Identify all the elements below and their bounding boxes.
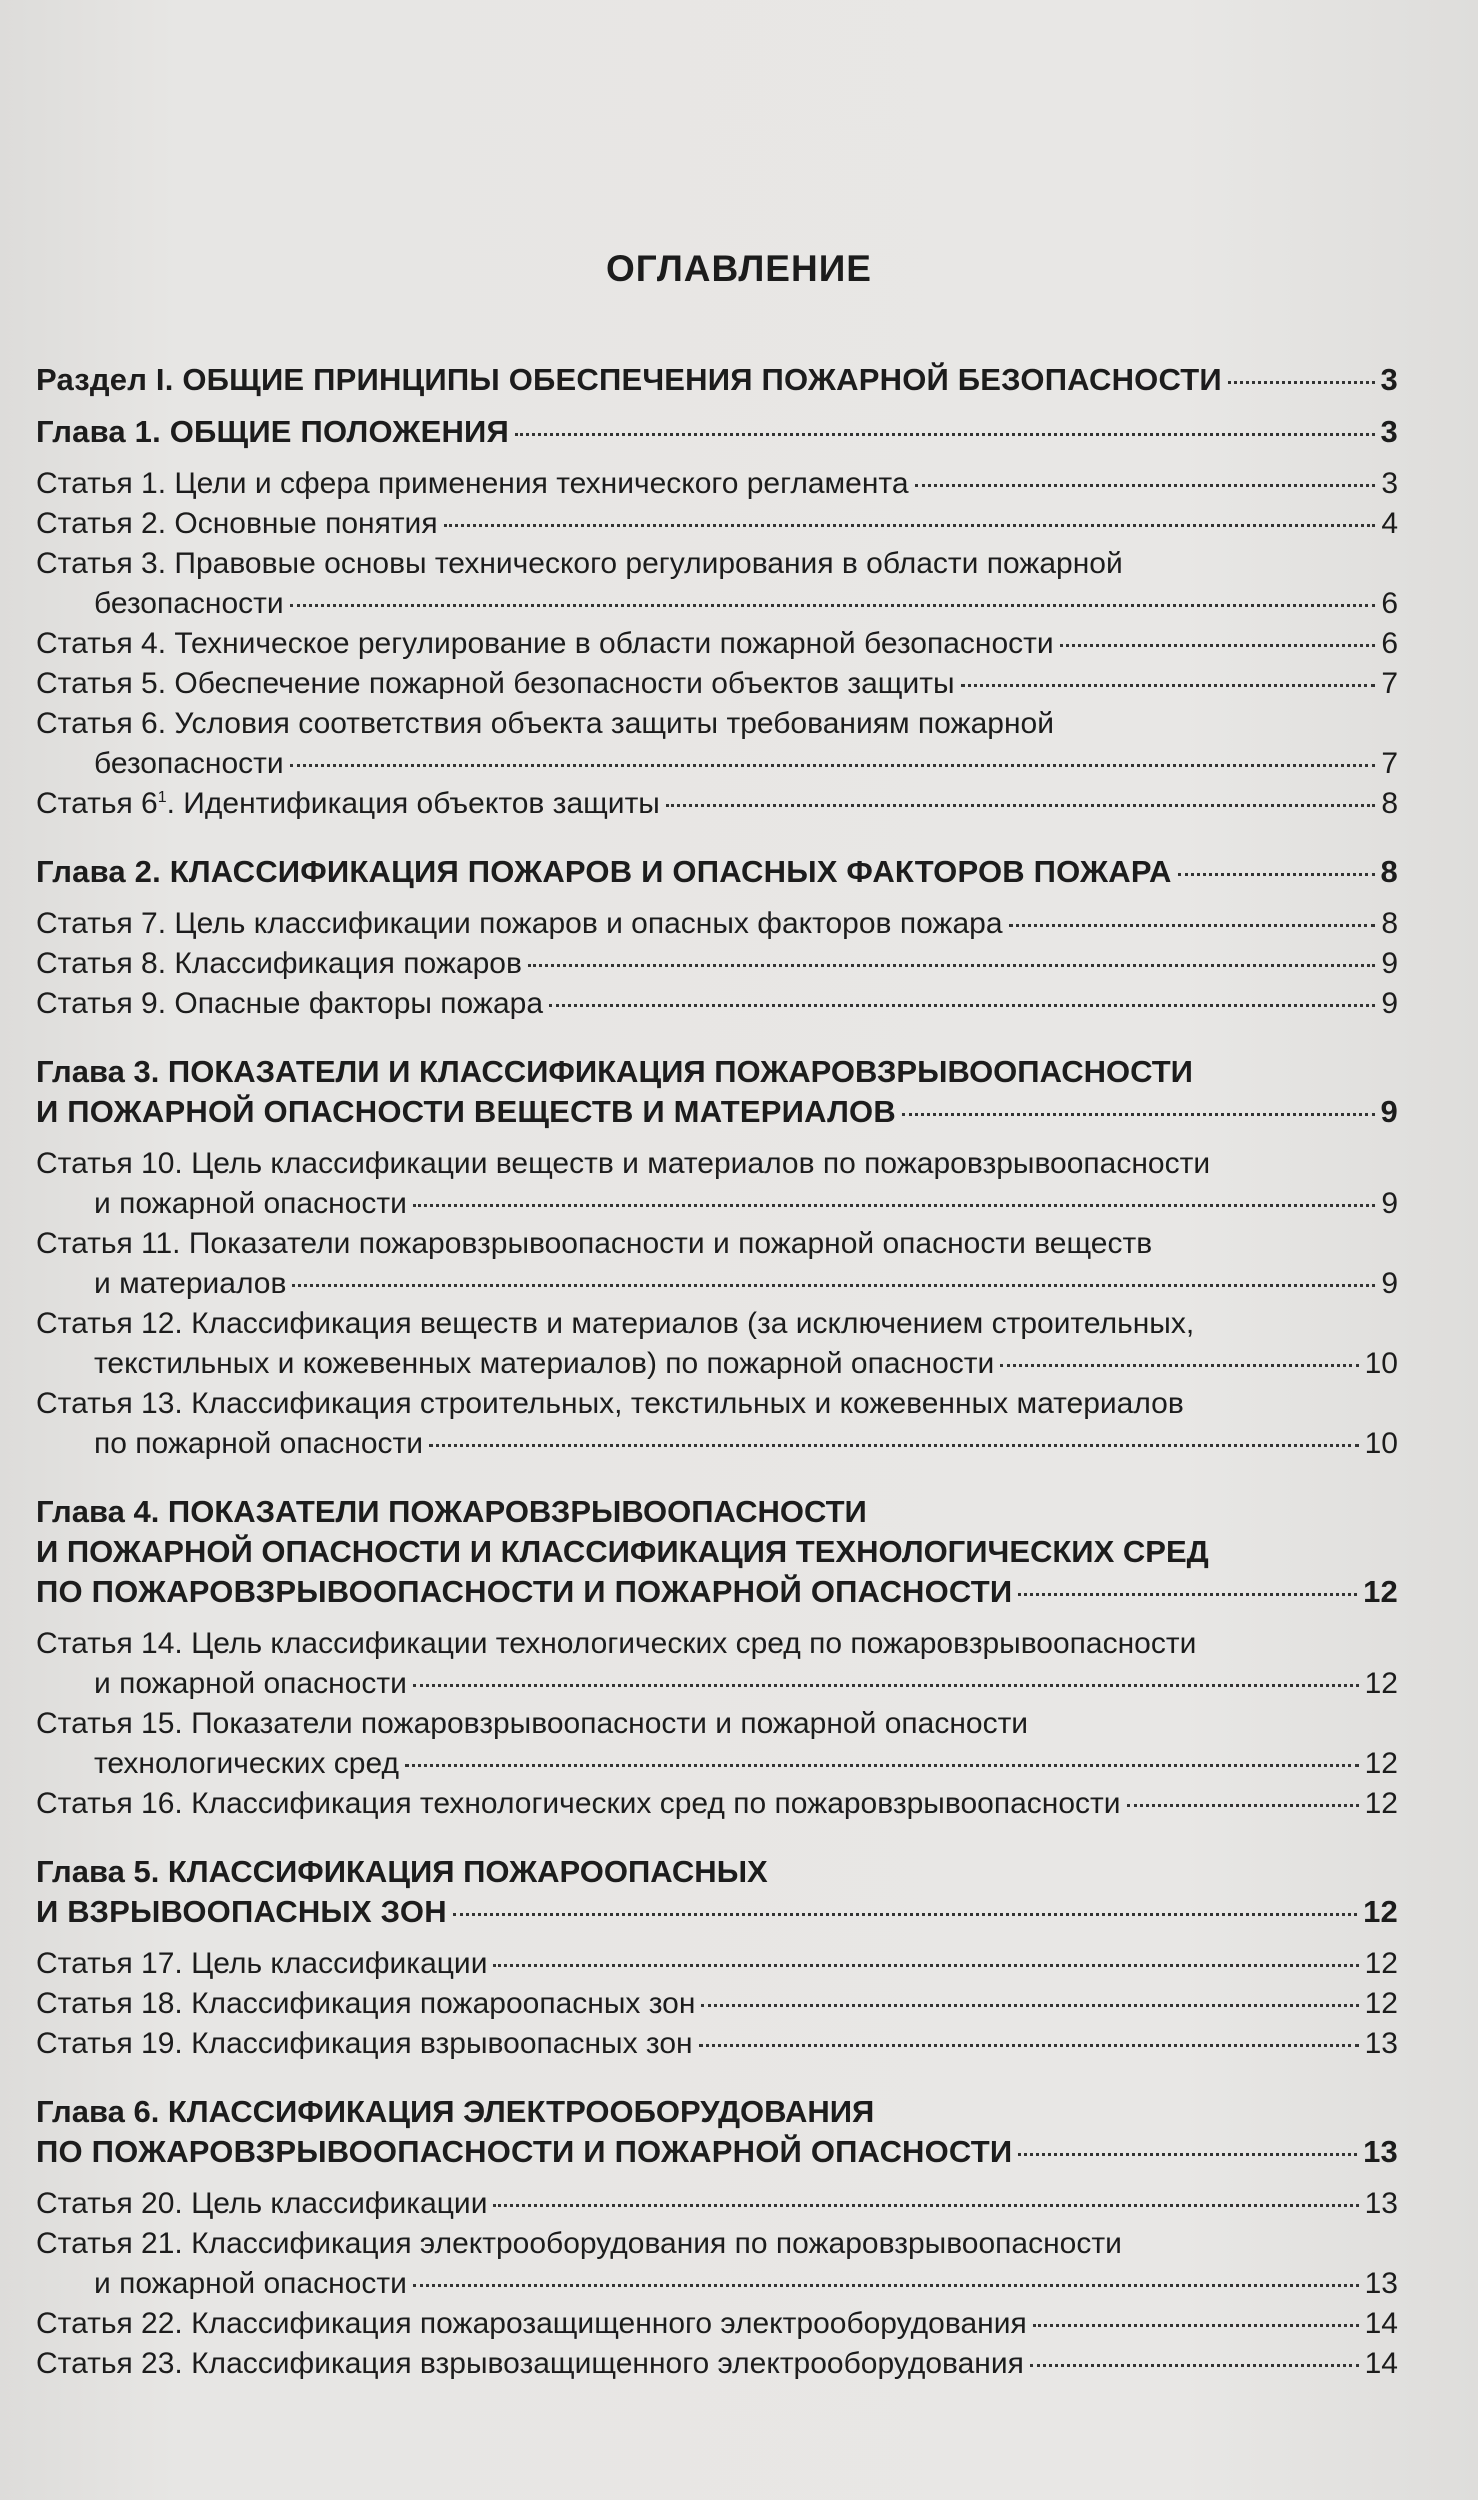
toc-article-entry	[36, 1784, 1398, 1824]
dot-leader	[444, 524, 1376, 527]
toc-page-number: 7	[1381, 667, 1398, 700]
toc-entry-line: Статья 11. Показатели пожаровзрывоопасности и пожарной опасности веществ	[36, 1227, 1153, 1260]
toc-chapter-entry	[36, 1092, 1398, 1132]
toc-page-number: 12	[1364, 1667, 1398, 1700]
toc-page-number: 12	[1363, 1574, 1398, 1609]
toc-article-entry	[36, 904, 1398, 944]
dot-leader	[1000, 1364, 1358, 1367]
dot-leader	[292, 1284, 1375, 1287]
dot-leader	[1060, 644, 1376, 647]
toc-article-entry	[36, 664, 1398, 704]
toc-entry-text: Статья 8. Классификация пожаров	[36, 947, 522, 980]
dot-leader	[549, 1004, 1375, 1007]
toc-entry-line: Статья 3. Правовые основы технического регулирования в области пожарной	[36, 547, 1123, 580]
dot-leader	[1228, 381, 1375, 384]
toc-entry-text: Статья 4. Техническое регулирование в области пожарной безопасности	[36, 627, 1054, 660]
toc-chapter-line: Глава 4. ПОКАЗАТЕЛИ ПОЖАРОВЗРЫВООПАСНОСТИ	[36, 1494, 867, 1529]
toc-entry-text: безопасности	[94, 587, 284, 620]
toc-page-number: 13	[1364, 2027, 1398, 2060]
dot-leader	[429, 1444, 1359, 1447]
toc-entry-text: Статья 19. Классификация взрывоопасных зон	[36, 2027, 693, 2060]
toc-entry-text: Статья 5. Обеспечение пожарной безопасности объектов защиты	[36, 667, 955, 700]
toc-entry-text: Глава 2. КЛАССИФИКАЦИЯ ПОЖАРОВ И ОПАСНЫХ ФАКТОРОВ ПОЖАРА	[36, 854, 1172, 889]
toc-section-entry	[36, 360, 1398, 400]
dot-leader	[1009, 924, 1376, 927]
dot-leader	[1018, 1593, 1357, 1596]
toc-entry-line: Статья 10. Цель классификации веществ и материалов по пожаровзрывоопасности	[36, 1147, 1211, 1180]
toc-chapter-line: Глава 3. ПОКАЗАТЕЛИ И КЛАССИФИКАЦИЯ ПОЖАРОВЗРЫВООПАСНОСТИ	[36, 1054, 1193, 1089]
toc-entry-text: по пожарной опасности	[94, 1427, 424, 1460]
toc-article-entry	[36, 1744, 1398, 1784]
toc-article-entry	[36, 2344, 1398, 2384]
toc-article-entry	[36, 2024, 1398, 2064]
dot-leader	[493, 2204, 1358, 2207]
toc-page-number: 4	[1381, 507, 1398, 540]
dot-leader	[493, 1964, 1358, 1967]
toc-entry-text: безопасности	[94, 747, 284, 780]
dot-leader	[915, 484, 1376, 487]
toc-page-number: 12	[1363, 1894, 1398, 1929]
dot-leader	[405, 1764, 1359, 1767]
toc-entry-text: и пожарной опасности	[94, 2267, 407, 2300]
toc-article-entry	[36, 784, 1398, 824]
toc-article-entry	[36, 584, 1398, 624]
toc-page-number: 12	[1364, 1787, 1398, 1820]
dot-leader	[1018, 2153, 1357, 2156]
toc-entry-text: Статья 20. Цель классификации	[36, 2187, 488, 2220]
toc-page-number: 13	[1363, 2134, 1398, 2169]
dot-leader	[1030, 2364, 1359, 2367]
toc-entry-text: ПО ПОЖАРОВЗРЫВООПАСНОСТИ И ПОЖАРНОЙ ОПАСНОСТИ	[36, 2134, 1013, 2169]
toc-entry-text: Статья 22. Классификация пожарозащищенного электрооборудования	[36, 2307, 1027, 2340]
toc-page-number: 7	[1381, 747, 1398, 780]
toc-entry-text: Раздел I. ОБЩИЕ ПРИНЦИПЫ ОБЕСПЕЧЕНИЯ ПОЖАРНОЙ БЕЗОПАСНОСТИ	[36, 362, 1222, 397]
toc-article-entry	[36, 2304, 1398, 2344]
toc-chapter-entry	[36, 1572, 1398, 1612]
toc-chapter-line: Глава 6. КЛАССИФИКАЦИЯ ЭЛЕКТРООБОРУДОВАНИЯ	[36, 2094, 875, 2129]
dot-leader	[666, 804, 1375, 807]
toc-entry-text: Статья $6^1$. Идентификация объектов защиты	[36, 787, 660, 820]
toc-entry-text: Статья 23. Классификация взрывозащищенного электрооборудования	[36, 2347, 1024, 2380]
toc-entry-text: текстильных и кожевенных материалов) по пожарной опасности	[94, 1347, 995, 1380]
toc-page-number: 12	[1364, 1747, 1398, 1780]
toc-article-entry	[36, 624, 1398, 664]
toc-entry-line: Статья 12. Классификация веществ и материалов (за исключением строительных,	[36, 1307, 1195, 1340]
toc-entry-text: и материалов	[94, 1267, 287, 1300]
dot-leader	[290, 764, 1376, 767]
toc-chapter-line: И ПОЖАРНОЙ ОПАСНОСТИ И КЛАССИФИКАЦИЯ ТЕХНОЛОГИЧЕСКИХ СРЕД	[36, 1534, 1209, 1569]
dot-leader	[413, 2284, 1359, 2287]
dot-leader	[290, 604, 1376, 607]
toc-entry-text: технологических сред	[94, 1747, 399, 1780]
toc-article-entry	[36, 2184, 1398, 2224]
toc-entry-text: Статья 16. Классификация технологических сред по пожаровзрывоопасности	[36, 1787, 1121, 1820]
toc-page-number: 8	[1381, 787, 1398, 820]
toc-entry-text: Статья 9. Опасные факторы пожара	[36, 987, 544, 1020]
toc-page-number: 9	[1380, 1094, 1398, 1129]
dot-leader	[528, 964, 1375, 967]
toc-article-entry	[36, 2264, 1398, 2304]
toc-page-number: 14	[1364, 2347, 1398, 2380]
toc-page-number: 6	[1381, 627, 1398, 660]
toc-article-entry	[36, 944, 1398, 984]
dot-leader	[902, 1113, 1375, 1116]
toc-page-number: 12	[1364, 1947, 1398, 1980]
toc-chapter-entry	[36, 412, 1398, 452]
toc-chapter-entry	[36, 852, 1398, 892]
toc-page-number: 9	[1381, 987, 1398, 1020]
dot-leader	[515, 433, 1375, 436]
toc-entry-text: Глава 1. ОБЩИЕ ПОЛОЖЕНИЯ	[36, 414, 510, 449]
toc-page-number: 10	[1364, 1347, 1398, 1380]
dot-leader	[413, 1204, 1375, 1207]
toc-page-number: 10	[1364, 1427, 1398, 1460]
toc-article-entry	[36, 1984, 1398, 2024]
toc-entry-text: и пожарной опасности	[94, 1187, 407, 1220]
toc-entry-text: И ВЗРЫВООПАСНЫХ ЗОН	[36, 1894, 447, 1929]
toc-entry-line: Статья 14. Цель классификации технологических сред по пожаровзрывоопасности	[36, 1627, 1197, 1660]
dot-leader	[453, 1913, 1357, 1916]
toc-entry-text: Статья 17. Цель классификации	[36, 1947, 488, 1980]
toc-entry-text: Статья 7. Цель классификации пожаров и опасных факторов пожара	[36, 907, 1003, 940]
toc-article-entry	[36, 1264, 1398, 1304]
dot-leader	[701, 2004, 1358, 2007]
toc-entry-line: Статья 6. Условия соответствия объекта защиты требованиям пожарной	[36, 707, 1054, 740]
toc-page-number: 9	[1381, 1267, 1398, 1300]
toc-article-entry	[36, 1424, 1398, 1464]
dot-leader	[1033, 2324, 1359, 2327]
page-title: ОГЛАВЛЕНИЕ	[606, 248, 872, 289]
toc-page-number: 13	[1364, 2187, 1398, 2220]
dot-leader	[961, 684, 1376, 687]
toc-page-number: 3	[1381, 467, 1398, 500]
toc-entry-line: Статья 15. Показатели пожаровзрывоопасности и пожарной опасности	[36, 1707, 1029, 1740]
toc-article-entry	[36, 464, 1398, 504]
toc-article-entry	[36, 1184, 1398, 1224]
toc-entry-text: И ПОЖАРНОЙ ОПАСНОСТИ ВЕЩЕСТВ И МАТЕРИАЛОВ	[36, 1094, 896, 1129]
toc-page-number: 9	[1381, 947, 1398, 980]
toc-page-number: 8	[1381, 907, 1398, 940]
toc-chapter-entry	[36, 2132, 1398, 2172]
toc-article-entry	[36, 1944, 1398, 1984]
toc-article-entry	[36, 1664, 1398, 1704]
toc-page-number: 14	[1364, 2307, 1398, 2340]
dot-leader	[1178, 873, 1375, 876]
toc-chapter-entry	[36, 1892, 1398, 1932]
toc-page-number: 12	[1364, 1987, 1398, 2020]
toc-page-number: 13	[1364, 2267, 1398, 2300]
toc-page-number: 9	[1381, 1187, 1398, 1220]
toc-page-number: 3	[1380, 414, 1398, 449]
table-of-contents	[36, 360, 1398, 2384]
toc-entry-line: Статья 13. Классификация строительных, текстильных и кожевенных материалов	[36, 1387, 1184, 1420]
toc-page-number: 3	[1380, 362, 1398, 397]
toc-article-entry	[36, 984, 1398, 1024]
toc-entry-text: и пожарной опасности	[94, 1667, 407, 1700]
dot-leader	[699, 2044, 1359, 2047]
toc-entry-text: Статья 2. Основные понятия	[36, 507, 438, 540]
toc-article-entry	[36, 744, 1398, 784]
toc-article-entry	[36, 504, 1398, 544]
toc-entry-text: Статья 1. Цели и сфера применения технического регламента	[36, 467, 909, 500]
toc-entry-text: ПО ПОЖАРОВЗРЫВООПАСНОСТИ И ПОЖАРНОЙ ОПАСНОСТИ	[36, 1574, 1013, 1609]
toc-article-entry	[36, 1344, 1398, 1384]
toc-page-number: 6	[1381, 587, 1398, 620]
dot-leader	[1127, 1804, 1359, 1807]
toc-page-number: 8	[1380, 854, 1398, 889]
toc-chapter-line: Глава 5. КЛАССИФИКАЦИЯ ПОЖАРООПАСНЫХ	[36, 1854, 768, 1889]
dot-leader	[413, 1684, 1359, 1687]
toc-entry-text: Статья 18. Классификация пожароопасных зон	[36, 1987, 696, 2020]
toc-entry-line: Статья 21. Классификация электрооборудования по пожаровзрывоопасности	[36, 2227, 1122, 2260]
